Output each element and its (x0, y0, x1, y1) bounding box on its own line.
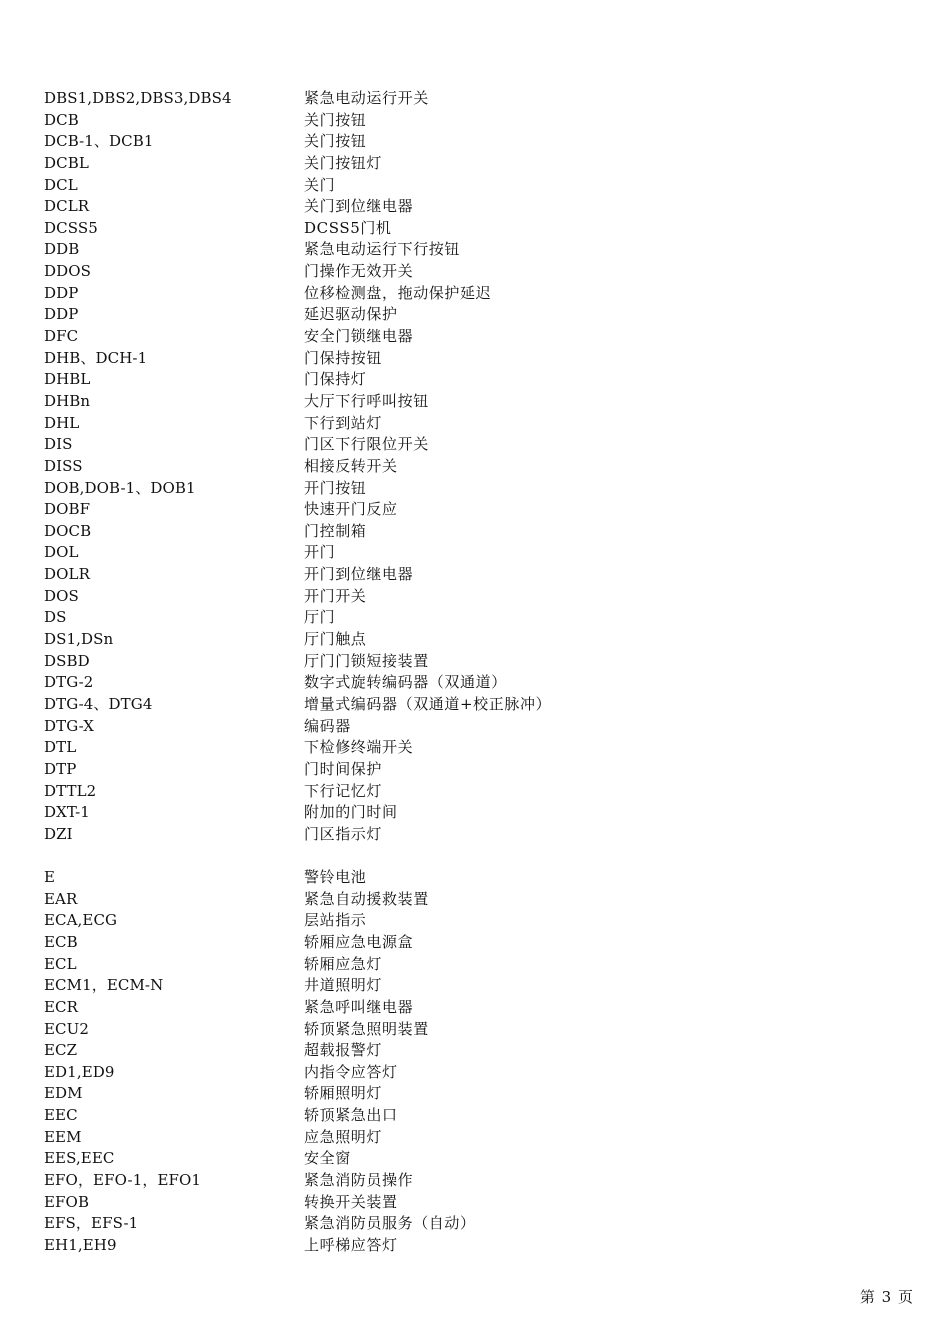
glossary-entry (44, 564, 744, 586)
glossary-entry (44, 261, 744, 283)
glossary-entry (44, 1235, 744, 1257)
glossary-entry (44, 1192, 744, 1214)
entry-code: DCB-1、DCB1 (44, 132, 154, 151)
glossary-entry (44, 932, 744, 954)
entry-code: DOB,DOB-1、DOB1 (44, 478, 196, 497)
entry-code: E (44, 868, 56, 887)
glossary-entry (44, 694, 744, 716)
entry-code: DCBL (44, 153, 89, 172)
entry-description: 安全门锁继电器 (304, 327, 414, 346)
entry-code: EAR (44, 889, 78, 908)
glossary-entry (44, 867, 744, 889)
entry-code: ECZ (44, 1041, 78, 1060)
entry-code: DTG-X (44, 716, 95, 735)
entry-description: 安全窗 (304, 1149, 351, 1168)
entry-description: 门保持按钮 (304, 348, 383, 367)
entry-code: DHL (44, 413, 80, 432)
glossary-entry (44, 672, 744, 694)
entry-code: DOCB (44, 521, 92, 540)
entry-code: DBS1,DBS2,DBS3,DBS4 (44, 89, 232, 107)
entry-code: DTP (44, 759, 77, 778)
entry-code: DXT-1 (44, 803, 90, 822)
entry-description: 层站指示 (304, 911, 367, 930)
entry-description: 紧急消防员服务（自动） (304, 1214, 476, 1233)
entry-code: DCLR (44, 197, 90, 216)
entry-description: 紧急自动援救装置 (304, 889, 429, 908)
glossary-entry (44, 824, 744, 846)
entry-description: 厅门 (304, 608, 336, 627)
glossary-entry (44, 369, 744, 391)
entry-description: 紧急呼叫继电器 (304, 997, 414, 1016)
entry-description: 轿厢照明灯 (304, 1084, 383, 1103)
entry-code: EEC (44, 1106, 78, 1125)
entry-code: EH1,EH9 (44, 1235, 117, 1254)
entry-code: DDB (44, 240, 80, 259)
glossary-entry (44, 326, 744, 348)
entry-code: EDM (44, 1084, 83, 1103)
glossary-entry (44, 456, 744, 478)
entry-description: 轿顶紧急照明装置 (304, 1019, 429, 1038)
entry-code: DCB (44, 110, 79, 129)
entry-description: 关门按钮灯 (304, 153, 383, 172)
entry-code: ECL (44, 954, 77, 973)
entry-description: 关门到位继电器 (304, 197, 414, 216)
glossary-list (44, 88, 744, 1257)
glossary-entry (44, 1019, 744, 1041)
glossary-entry (44, 716, 744, 738)
entry-description: 关门按钮 (304, 110, 367, 129)
entry-description: 轿厢应急电源盒 (304, 932, 414, 951)
glossary-entry (44, 304, 744, 326)
entry-description: 井道照明灯 (304, 976, 383, 995)
entry-description: 轿顶紧急出口 (304, 1106, 398, 1125)
entry-code: ECA,ECG (44, 911, 118, 930)
entry-code: ECM1，ECM-N (44, 976, 164, 995)
entry-code: DHBL (44, 370, 91, 389)
entry-code: DTTL2 (44, 781, 97, 800)
entry-code: ECR (44, 997, 79, 1016)
glossary-entry (44, 1213, 744, 1235)
glossary-entry (44, 1127, 744, 1149)
glossary-entry (44, 110, 744, 132)
entry-description: 附加的门时间 (304, 803, 398, 822)
entry-code: DOBF (44, 500, 91, 519)
glossary-entry (44, 521, 744, 543)
glossary-entry (44, 218, 744, 240)
glossary-entry (44, 131, 744, 153)
entry-description: 门时间保护 (304, 759, 383, 778)
entry-code: ECB (44, 932, 78, 951)
entry-description: 位移检测盘，拖动保护延迟 (304, 283, 492, 302)
entry-code: DOS (44, 586, 79, 605)
glossary-entry (44, 781, 744, 803)
entry-code: DOLR (44, 565, 90, 584)
entry-description: 轿厢应急灯 (304, 954, 383, 973)
entry-description: 厅门门锁短接装置 (304, 651, 429, 670)
glossary-entry (44, 153, 744, 175)
glossary-entry (44, 1148, 744, 1170)
glossary-entry (44, 1105, 744, 1127)
entry-description: 内指令应答灯 (304, 1062, 398, 1081)
entry-code: DTL (44, 738, 77, 757)
entry-description: 门区指示灯 (304, 824, 383, 843)
glossary-entry (44, 88, 744, 110)
entry-description: 编码器 (304, 716, 351, 735)
entry-code: DIS (44, 435, 73, 454)
entry-code: DTG-2 (44, 673, 94, 692)
entry-code: DFC (44, 327, 79, 346)
glossary-entry (44, 239, 744, 261)
entry-description: 门操作无效开关 (304, 262, 414, 281)
glossary-entry (44, 1062, 744, 1084)
entry-description: 下行到站灯 (304, 413, 383, 432)
entry-description: 紧急电动运行下行按钮 (304, 240, 461, 259)
entry-code: EFS，EFS-1 (44, 1214, 139, 1233)
glossary-entry (44, 196, 744, 218)
entry-code: DZI (44, 824, 73, 843)
entry-description: 相接反转开关 (304, 456, 398, 475)
glossary-entry (44, 499, 744, 521)
entry-description: 开门开关 (304, 586, 367, 605)
entry-description: 门保持灯 (304, 370, 367, 389)
glossary-entry (44, 1083, 744, 1105)
entry-code: DSBD (44, 651, 90, 670)
entry-code: ECU2 (44, 1019, 90, 1038)
entry-code: EFOB (44, 1192, 90, 1211)
glossary-entry (44, 586, 744, 608)
glossary-entry (44, 889, 744, 911)
glossary-entry (44, 802, 744, 824)
entry-description: 关门 (304, 175, 336, 194)
entry-description: 开门到位继电器 (304, 565, 414, 584)
entry-code: ED1,ED9 (44, 1062, 115, 1081)
entry-code: DDP (44, 305, 79, 324)
glossary-entry (44, 997, 744, 1019)
section-e (44, 867, 744, 1257)
entry-code: DDOS (44, 262, 92, 281)
glossary-entry (44, 283, 744, 305)
glossary-entry (44, 391, 744, 413)
entry-description: 应急照明灯 (304, 1127, 383, 1146)
glossary-entry (44, 737, 744, 759)
entry-description: 开门按钮 (304, 478, 367, 497)
entry-description: 下检修终端开关 (304, 738, 414, 757)
page-number: 第 3 页 (859, 1288, 914, 1306)
glossary-entry (44, 413, 744, 435)
entry-description: 厅门触点 (304, 630, 367, 649)
entry-code: EFO，EFO-1，EFO1 (44, 1171, 202, 1190)
entry-code: DOL (44, 543, 79, 562)
entry-description: 门控制箱 (304, 521, 367, 540)
glossary-entry (44, 478, 744, 500)
entry-code: EEM (44, 1127, 82, 1146)
glossary-entry (44, 954, 744, 976)
entry-description: 上呼梯应答灯 (304, 1235, 398, 1254)
entry-description: 紧急消防员操作 (304, 1171, 414, 1190)
glossary-entry (44, 910, 744, 932)
entry-code: DCL (44, 175, 78, 194)
entry-description: 下行记忆灯 (304, 781, 383, 800)
glossary-entry (44, 607, 744, 629)
entry-description: 门区下行限位开关 (304, 435, 429, 454)
entry-description: 延迟驱动保护 (304, 305, 398, 324)
glossary-entry (44, 434, 744, 456)
entry-description: 转换开关装置 (304, 1192, 398, 1211)
glossary-entry (44, 651, 744, 673)
entry-description: 超载报警灯 (304, 1041, 383, 1060)
entry-description: 大厅下行呼叫按钮 (304, 391, 429, 410)
entry-description: 开门 (304, 543, 336, 562)
entry-code: DCSS5 (44, 218, 98, 237)
glossary-entry (44, 1170, 744, 1192)
entry-code: DHB、DCH-1 (44, 348, 148, 367)
entry-description: 警铃电池 (304, 868, 367, 887)
entry-description: DCSS5门机 (304, 218, 392, 237)
section-d (44, 88, 744, 845)
glossary-entry (44, 348, 744, 370)
glossary-entry (44, 542, 744, 564)
entry-code: DS (44, 608, 67, 627)
entry-code: EES,EEC (44, 1149, 115, 1168)
section-spacer (44, 845, 744, 867)
entry-description: 紧急电动运行开关 (304, 89, 429, 107)
entry-code: DS1,DSn (44, 630, 114, 649)
glossary-entry (44, 175, 744, 197)
glossary-entry (44, 759, 744, 781)
glossary-entry (44, 975, 744, 997)
entry-code: DDP (44, 283, 79, 302)
entry-description: 数字式旋转编码器（双通道） (304, 673, 507, 692)
glossary-entry (44, 1040, 744, 1062)
glossary-entry (44, 629, 744, 651)
entry-description: 增量式编码器（双通道+校正脉冲） (304, 694, 552, 713)
entry-description: 关门按钮 (304, 132, 367, 151)
entry-code: DHBn (44, 391, 91, 410)
entry-code: DTG-4、DTG4 (44, 694, 153, 713)
entry-description: 快速开门反应 (304, 500, 398, 519)
entry-code: DISS (44, 456, 83, 475)
